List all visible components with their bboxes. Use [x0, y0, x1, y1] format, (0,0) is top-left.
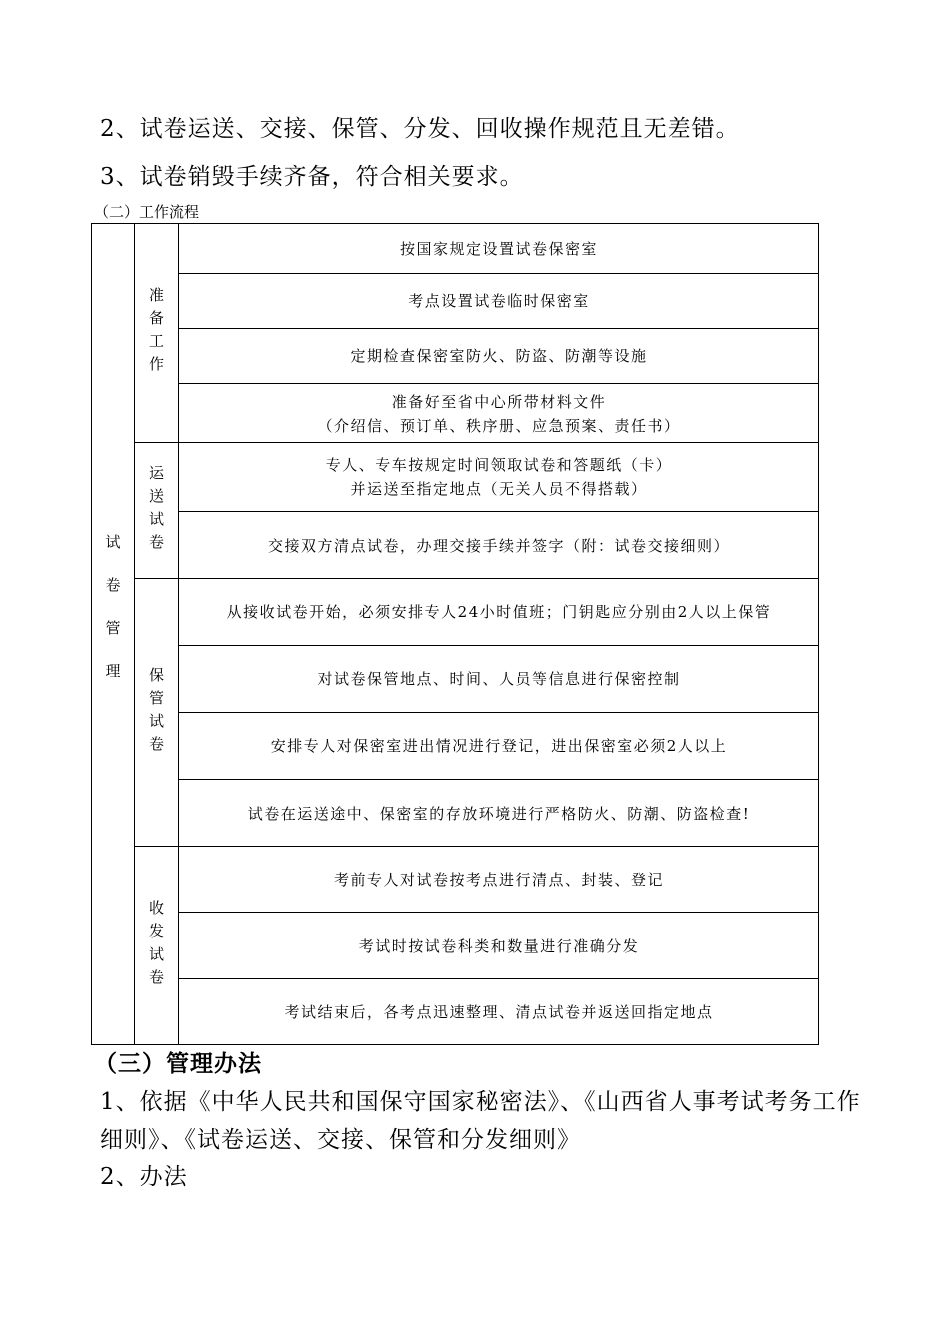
row-text: 试卷在运送途中、保密室的存放环境进行严格防火、防潮、防盗检查!: [247, 804, 751, 823]
section-heading-workflow: （二）工作流程: [94, 203, 200, 221]
table-row: [179, 646, 819, 713]
row-text: 考试结束后，各考点迅速整理、清点试卷并返送回指定地点: [284, 1002, 714, 1021]
paragraph-item-2: 2、试卷运送、交接、保管、分发、回收操作规范且无差错。: [100, 116, 740, 142]
table-row: [179, 329, 819, 384]
workflow-table: [91, 223, 819, 1045]
row-text: 按国家规定设置试卷保密室: [399, 239, 598, 258]
group-preparation: [135, 224, 819, 443]
group-storage: [135, 579, 819, 847]
table-row: [179, 847, 819, 913]
row-text: 定期检查保密室防火、防盗、防潮等设施: [350, 347, 648, 365]
table-row: [179, 274, 819, 329]
group-transport: [135, 443, 819, 579]
group-label: 运送试卷: [147, 464, 165, 557]
main-label: 试卷管理: [103, 534, 122, 706]
table-row: [179, 579, 819, 646]
table-row: [179, 780, 819, 847]
group-label-cell: [135, 847, 179, 1044]
paragraph-method-1-line-2: 细则》、《试卷运送、交接、保管和分发细则》: [100, 1127, 581, 1153]
table-row: [179, 512, 819, 579]
row-text: 考试时按试卷科类和数量进行准确分发: [358, 936, 640, 955]
group-label: 收发试卷: [147, 899, 165, 992]
group-label-cell: [135, 579, 179, 846]
row-text: 从接收试卷开始，必须安排专人24小时值班；门钥匙应分别由2人以上保管: [226, 603, 772, 621]
group-distribution: [135, 847, 819, 1044]
table-row: [179, 384, 819, 443]
row-text: 对试卷保管地点、时间、人员等信息进行保密控制: [317, 670, 681, 688]
table-row: [179, 913, 819, 979]
table-row: [179, 443, 819, 512]
main-label-column: [92, 224, 135, 1044]
group-label-cell: [135, 443, 179, 578]
row-text: （介绍信、预订单、秩序册、应急预案、责任书）: [317, 416, 681, 435]
group-label: 保管试卷: [147, 666, 165, 759]
row-text: 并运送至指定地点（无关人员不得搭载）: [350, 480, 648, 498]
table-row: [179, 224, 819, 274]
group-label: 准备工作: [147, 287, 165, 379]
table-row: [179, 979, 819, 1044]
paragraph-method-1-line-1: 1、依据《中华人民共和国保守国家秘密法》、《山西省人事考试考务工作: [100, 1089, 861, 1115]
table-row: [179, 713, 819, 780]
section-heading-methods: （三）管理办法: [94, 1050, 262, 1077]
row-text: 考点设置试卷临时保密室: [408, 292, 590, 310]
row-text: 考前专人对试卷按考点进行清点、封装、登记: [333, 870, 664, 889]
paragraph-item-3: 3、试卷销毁手续齐备，符合相关要求。: [100, 164, 524, 190]
row-text: 准备好至省中心所带材料文件: [391, 392, 607, 411]
row-text: 安排专人对保密室进出情况进行登记，进出保密室必须2人以上: [270, 737, 728, 755]
paragraph-method-2: 2、办法: [100, 1164, 188, 1190]
group-label-cell: [135, 224, 179, 442]
row-text: 专人、专车按规定时间领取试卷和答题纸（卡）: [325, 456, 673, 474]
row-text: 交接双方清点试卷，办理交接手续并签字（附：试卷交接细则）: [267, 536, 730, 555]
